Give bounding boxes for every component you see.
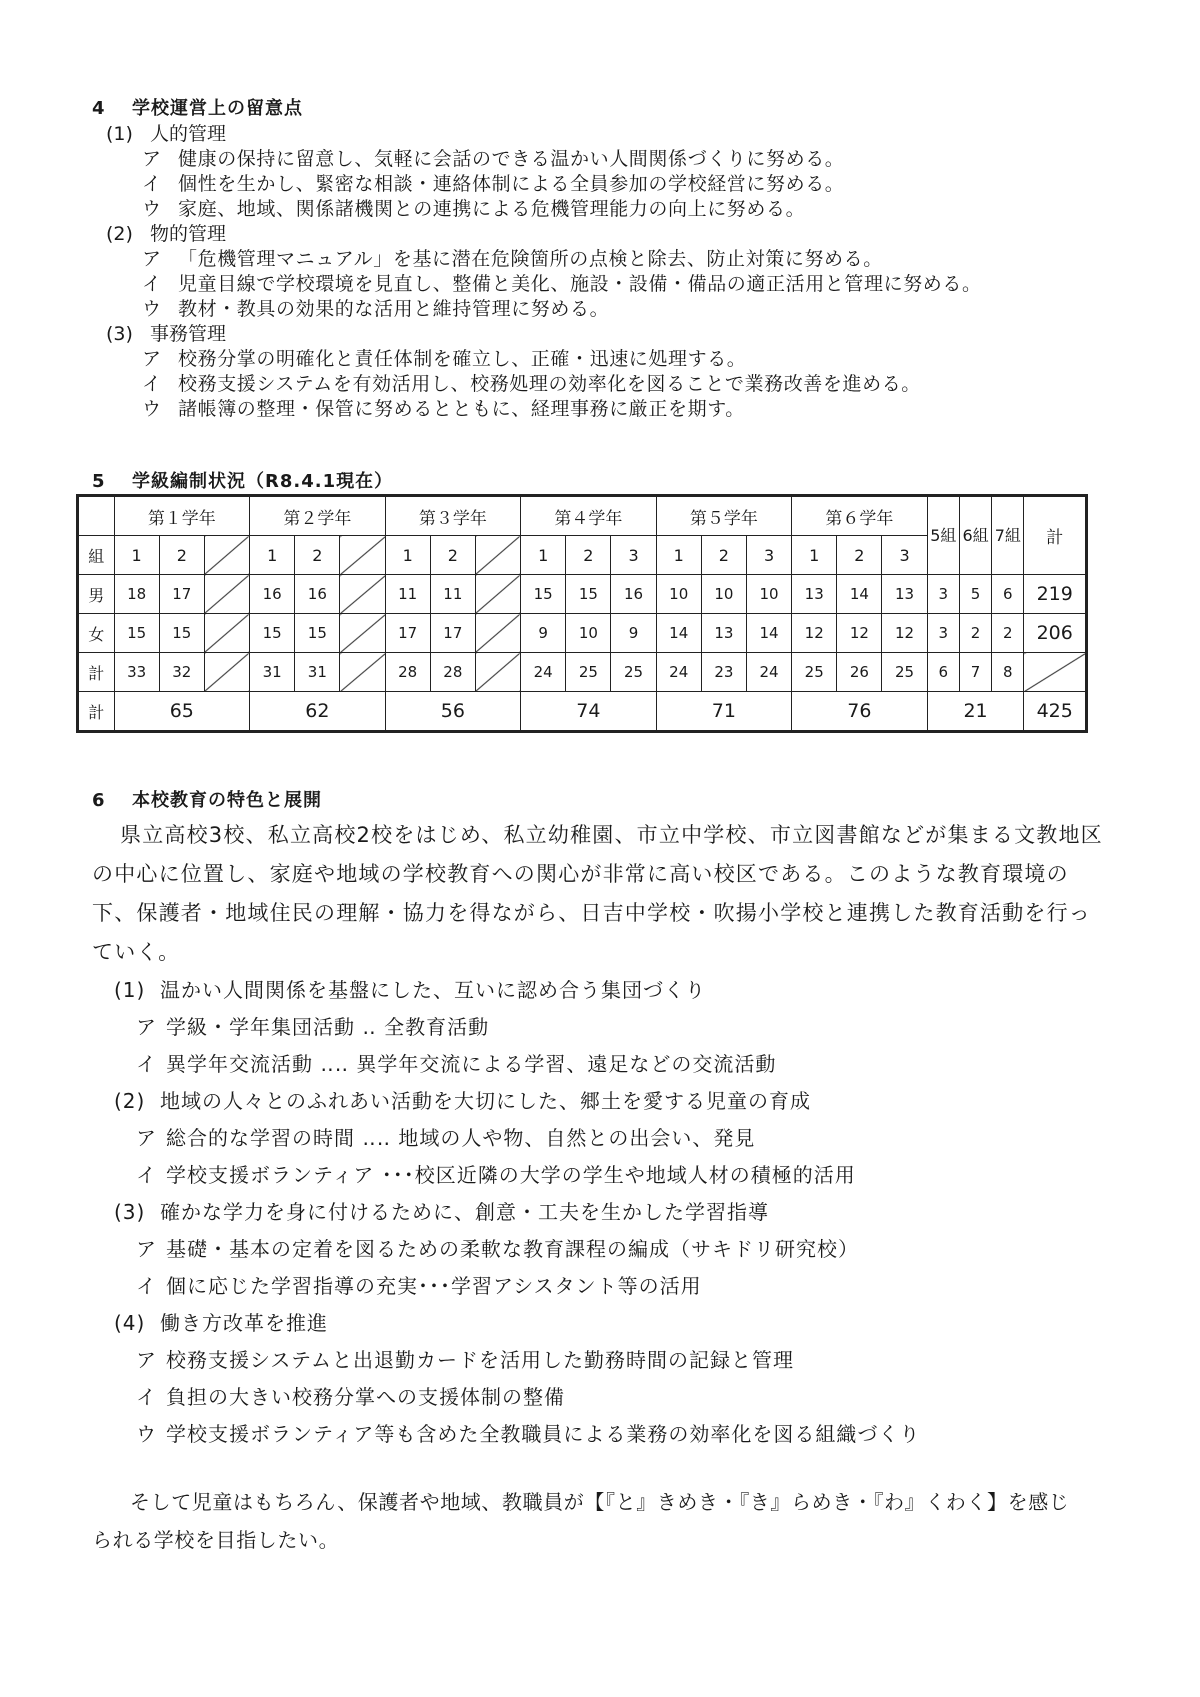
grade-header: 第４学年 (521, 496, 657, 536)
section-4 (92, 94, 1102, 422)
special-total: 21 (927, 692, 1024, 732)
closing-line-2: られる学校を目指したい。 (92, 1528, 340, 1552)
row-label: 計 (78, 653, 115, 692)
table-cell: 15 (159, 614, 204, 653)
empty-diagonal-cell (475, 575, 520, 614)
table-cell: 9 (611, 614, 656, 653)
table-cell: 12 (837, 614, 882, 653)
table-cell: 10 (656, 575, 701, 614)
s6-sub-title: 働き方改革を推進 (160, 1311, 328, 1335)
table-cell: 2 (430, 536, 475, 575)
table-cell: 12 (792, 614, 837, 653)
s4-item (142, 197, 1102, 222)
grade-total: 62 (250, 692, 386, 732)
table-cell: 13 (882, 575, 927, 614)
row-label: 組 (78, 536, 115, 575)
table-cell: 2 (959, 614, 991, 653)
table-cell: 15 (521, 575, 566, 614)
table-cell: 2 (566, 536, 611, 575)
table-cell: 8 (992, 653, 1024, 692)
grade-header: 第６学年 (792, 496, 928, 536)
table-cell: 3 (746, 536, 791, 575)
table-cell: 10 (701, 575, 746, 614)
table-cell: 9 (521, 614, 566, 653)
table-cell: 16 (611, 575, 656, 614)
s6-sub-4 (114, 1305, 1112, 1342)
empty-diagonal-cell (204, 536, 249, 575)
table-cell: 12 (882, 614, 927, 653)
item-mark: ア (142, 248, 162, 270)
empty-diagonal-cell (204, 575, 249, 614)
table-cell: 23 (701, 653, 746, 692)
item-text: 「危機管理マニュアル」を基に潜在危険箇所の点検と除去、防止対策に努める。 (178, 248, 883, 270)
item-mark: ウ (142, 298, 162, 320)
special-class-header: 5組 (927, 496, 959, 575)
empty-diagonal-cell (204, 653, 249, 692)
table-cell: 16 (250, 575, 295, 614)
s4-item (142, 297, 1102, 322)
s6-sub-3 (114, 1194, 1112, 1231)
section-6 (92, 786, 1112, 1559)
section-5-number: 5 (92, 471, 106, 492)
item-mark: ウ (136, 1422, 157, 1446)
table-cell: 3 (927, 614, 959, 653)
corner-cell (78, 496, 115, 536)
closing-line-1: そして児童はもちろん、保護者や地域、教職員が【『と』きめき・『き』らめき・『わ』くわく】を感じ (130, 1490, 1070, 1514)
item-text: 学校支援ボランティア ･･･校区近隣の大学の学生や地域人材の積極的活用 (166, 1163, 856, 1187)
sum-row (78, 653, 1087, 692)
item-mark: イ (142, 173, 162, 195)
table-cell: 10 (746, 575, 791, 614)
s6-sub-number: (2) (114, 1089, 146, 1113)
item-text: 健康の保持に留意し、気軽に会話のできる温かい人間関係づくりに努める。 (178, 148, 845, 170)
girls-total: 206 (1024, 614, 1087, 653)
section-5-title: 学級編制状況（R8.4.1現在） (132, 471, 394, 492)
item-mark: イ (136, 1052, 157, 1076)
item-mark: イ (136, 1274, 157, 1298)
item-text: 諸帳簿の整理・保管に努めるとともに、経理事務に厳正を期す。 (178, 398, 745, 420)
grade-header: 第２学年 (250, 496, 386, 536)
table-cell: 31 (250, 653, 295, 692)
s6-sub-2 (114, 1083, 1112, 1120)
item-mark: ア (136, 1015, 157, 1039)
s4-sub-2-title: 物的管理 (150, 223, 227, 245)
table-cell: 17 (430, 614, 475, 653)
class-composition-table (76, 494, 1088, 733)
item-text: 児童目線で学校環境を見直し、整備と美化、施設・設備・備品の適正活用と管理に努める。 (178, 273, 982, 295)
table-cell: 25 (566, 653, 611, 692)
grand-total-row (78, 692, 1087, 732)
table-cell: 11 (385, 575, 430, 614)
item-text: 校務支援システムを有効活用し、校務処理の効率化を図ることで業務改善を進める。 (178, 373, 921, 395)
grade-header: 第５学年 (656, 496, 792, 536)
section-5-heading (92, 467, 393, 493)
s6-sub-1 (114, 972, 1112, 1009)
item-mark: ウ (142, 198, 162, 220)
table-cell: 2 (701, 536, 746, 575)
table-cell: 1 (385, 536, 430, 575)
closing-paragraph (92, 1483, 1112, 1559)
item-mark: ウ (142, 398, 162, 420)
table-cell: 3 (611, 536, 656, 575)
empty-diagonal-cell (204, 614, 249, 653)
s4-sub-3-title: 事務管理 (150, 323, 227, 345)
table-cell: 15 (250, 614, 295, 653)
table-cell: 1 (521, 536, 566, 575)
table-cell: 3 (882, 536, 927, 575)
s4-sub-3-number: (3) (106, 323, 133, 345)
s4-item (142, 347, 1102, 372)
s4-sub-1 (92, 122, 1102, 222)
item-text: 基礎・基本の定着を図るための柔軟な教育課程の編成（サキドリ研究校） (166, 1237, 859, 1261)
s6-item (136, 1231, 1112, 1268)
s4-item (142, 172, 1102, 197)
boys-total: 219 (1024, 575, 1087, 614)
table-cell: 33 (114, 653, 159, 692)
s4-sub-2-number: (2) (106, 223, 133, 245)
grade-total: 65 (114, 692, 250, 732)
table-cell: 17 (159, 575, 204, 614)
section-4-title: 学校運営上の留意点 (132, 98, 303, 119)
empty-diagonal-cell (340, 653, 385, 692)
item-text: 個に応じた学習指導の充実･･･学習アシスタント等の活用 (166, 1274, 702, 1298)
table-cell: 24 (656, 653, 701, 692)
item-text: 教材・教具の効果的な活用と維持管理に努める。 (178, 298, 610, 320)
s4-item (142, 272, 1102, 297)
row-label: 男 (78, 575, 115, 614)
item-text: 学校支援ボランティア等も含めた全教職員による業務の効率化を図る組織づくり (166, 1422, 921, 1446)
grade-total: 71 (656, 692, 792, 732)
s6-sub-number: (1) (114, 978, 146, 1002)
item-mark: ア (142, 348, 162, 370)
section-6-title: 本校教育の特色と展開 (132, 790, 322, 811)
special-class-header: 7組 (992, 496, 1024, 575)
s4-item (142, 372, 1102, 397)
table-cell: 7 (959, 653, 991, 692)
item-text: 家庭、地域、関係諸機関との連携による危機管理能力の向上に努める。 (178, 198, 806, 220)
item-mark: イ (136, 1385, 157, 1409)
table-cell: 25 (611, 653, 656, 692)
grade-total: 56 (385, 692, 521, 732)
boys-row (78, 575, 1087, 614)
s6-sub-title: 温かい人間関係を基盤にした、互いに認め合う集団づくり (160, 978, 706, 1002)
item-text: 校務支援システムと出退勤カードを活用した勤務時間の記録と管理 (166, 1348, 794, 1372)
item-mark: ア (136, 1126, 157, 1150)
grade-total: 74 (521, 692, 657, 732)
grade-header: 第１学年 (114, 496, 250, 536)
total-header: 計 (1024, 496, 1087, 575)
table-cell: 10 (566, 614, 611, 653)
item-mark: イ (142, 273, 162, 295)
s6-item (136, 1379, 1112, 1416)
section-4-number: 4 (92, 98, 106, 119)
table-cell: 18 (114, 575, 159, 614)
section-6-number: 6 (92, 790, 106, 811)
s6-item (136, 1046, 1112, 1083)
item-mark: イ (136, 1163, 157, 1187)
s4-sub-3 (92, 322, 1102, 422)
table-cell: 15 (295, 614, 340, 653)
table-cell: 25 (792, 653, 837, 692)
table-cell: 13 (792, 575, 837, 614)
table-cell: 1 (250, 536, 295, 575)
table-cell: 24 (746, 653, 791, 692)
s4-sub-1-title: 人的管理 (150, 123, 227, 145)
row-label: 女 (78, 614, 115, 653)
item-mark: ア (136, 1348, 157, 1372)
item-mark: ア (142, 148, 162, 170)
empty-diagonal-cell (475, 536, 520, 575)
empty-diagonal-cell (340, 536, 385, 575)
s4-item (142, 397, 1102, 422)
table-cell: 14 (656, 614, 701, 653)
s6-item (136, 1342, 1112, 1379)
table-cell: 25 (882, 653, 927, 692)
s6-item (136, 1416, 1112, 1453)
section-6-intro: 県立高校3校、私立高校2校をはじめ、私立幼稚園、市立中学校、市立図書館などが集まる文教地区の中心に位置し、家庭や地域の学校教育への関心が非常に高い校区である。このような教育環境の下、保護者・地域住民の理解・協力を得ながら、日吉中学校・吹揚小学校と連携した教育活動を行っていく。 (92, 823, 1103, 964)
s6-sub-title: 地域の人々とのふれあい活動を大切にした、郷土を愛する児童の育成 (160, 1089, 811, 1113)
table-cell: 28 (430, 653, 475, 692)
item-text: 学級・学年集団活動 ‥ 全教育活動 (166, 1015, 490, 1039)
grade-header: 第３学年 (385, 496, 521, 536)
table-cell: 3 (927, 575, 959, 614)
table-header-row (78, 496, 1087, 536)
table-cell: 13 (701, 614, 746, 653)
table-cell: 6 (927, 653, 959, 692)
empty-diagonal-cell (475, 614, 520, 653)
s4-sub-2 (92, 222, 1102, 322)
table-cell: 16 (295, 575, 340, 614)
item-text: 総合的な学習の時間 ‥‥ 地域の人や物、自然との出会い、発見 (166, 1126, 756, 1150)
s6-item (136, 1268, 1112, 1305)
table-cell: 2 (992, 614, 1024, 653)
empty-diagonal-cell (475, 653, 520, 692)
section-4-heading (92, 94, 1102, 120)
s6-sub-number: (3) (114, 1200, 146, 1224)
s4-sub-1-number: (1) (106, 123, 133, 145)
grade-total: 76 (792, 692, 928, 732)
table-cell: 17 (385, 614, 430, 653)
table-cell: 5 (959, 575, 991, 614)
table-cell: 28 (385, 653, 430, 692)
table-cell: 26 (837, 653, 882, 692)
table-cell: 15 (114, 614, 159, 653)
special-class-header: 6組 (959, 496, 991, 575)
table-cell: 24 (521, 653, 566, 692)
s4-item (142, 247, 1102, 272)
empty-diagonal-cell (340, 614, 385, 653)
s6-sub-number: (4) (114, 1311, 146, 1335)
s6-item (136, 1009, 1112, 1046)
item-mark: ア (136, 1237, 157, 1261)
s6-sub-title: 確かな学力を身に付けるために、創意・工夫を生かした学習指導 (160, 1200, 769, 1224)
empty-diagonal-cell (1024, 653, 1087, 692)
row-label: 計 (78, 692, 115, 732)
item-text: 異学年交流活動 ‥‥ 異学年交流による学習、遠足などの交流活動 (166, 1052, 777, 1076)
item-text: 校務分掌の明確化と責任体制を確立し、正確・迅速に処理する。 (178, 348, 747, 370)
table-cell: 11 (430, 575, 475, 614)
item-mark: イ (142, 373, 162, 395)
table-cell: 31 (295, 653, 340, 692)
s4-item (142, 147, 1102, 172)
empty-diagonal-cell (340, 575, 385, 614)
item-text: 個性を生かし、緊密な相談・連絡体制による全員参加の学校経営に努める。 (178, 173, 845, 195)
table-cell: 6 (992, 575, 1024, 614)
item-text: 負担の大きい校務分掌への支援体制の整備 (166, 1385, 565, 1409)
table-cell: 1 (114, 536, 159, 575)
table-cell: 14 (837, 575, 882, 614)
table-cell: 2 (295, 536, 340, 575)
s6-item (136, 1120, 1112, 1157)
table-cell: 2 (837, 536, 882, 575)
girls-row (78, 614, 1087, 653)
table-cell: 14 (746, 614, 791, 653)
grand-total: 425 (1024, 692, 1087, 732)
section-6-heading (92, 786, 1112, 812)
table-cell: 32 (159, 653, 204, 692)
s6-item (136, 1157, 1112, 1194)
table-cell: 1 (656, 536, 701, 575)
table-cell: 2 (159, 536, 204, 575)
table-cell: 15 (566, 575, 611, 614)
table-cell: 1 (792, 536, 837, 575)
